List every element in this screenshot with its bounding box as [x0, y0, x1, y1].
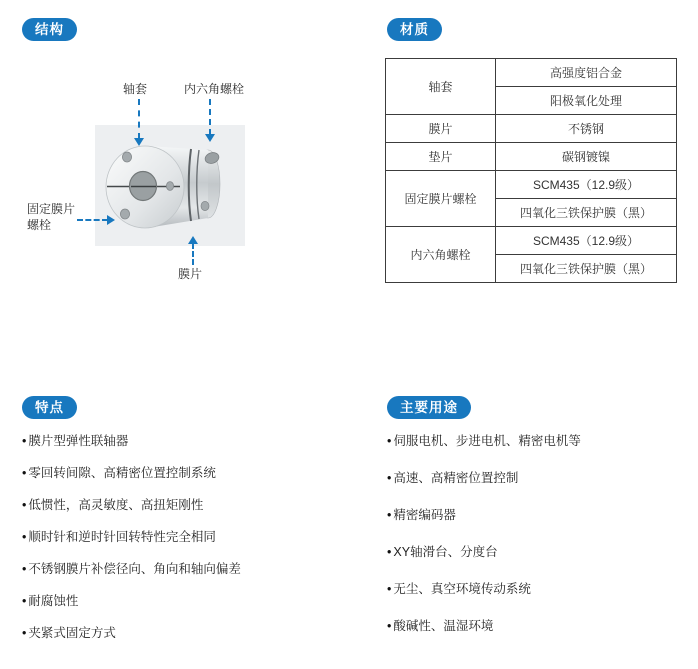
list-item: • XY轴滑台、分度台	[387, 544, 581, 560]
list-item: • 不锈钢膜片补偿径向、角向和轴向偏差	[22, 561, 241, 577]
arrow-up-icon	[188, 236, 198, 244]
pointer-line-diaphragm	[192, 243, 194, 265]
arrow-right-icon	[107, 215, 115, 225]
list-item: • 夹紧式固定方式	[22, 625, 241, 641]
label-hex-socket-bolt: 内六角螺栓	[184, 82, 245, 96]
structure-section-badge: 结构	[22, 18, 77, 41]
material-part-name: 垫片	[386, 143, 496, 171]
list-item: • 精密编码器	[387, 507, 581, 523]
features-list	[22, 433, 241, 657]
list-item: • 低惯性，高灵敏度、高扭矩刚性	[22, 497, 241, 513]
list-item: • 零回转间隙、高精密位置控制系统	[22, 465, 241, 481]
applications-section-badge: 主要用途	[387, 396, 471, 419]
coupling-illustration	[95, 125, 245, 246]
material-value: 高强度铝合金	[496, 59, 677, 87]
label-diaphragm: 膜片	[178, 267, 203, 281]
features-section-badge: 特点	[22, 396, 77, 419]
arrow-down-icon	[134, 138, 144, 146]
material-value: 不锈钢	[496, 115, 677, 143]
list-item: • 伺服电机、步进电机、精密电机等	[387, 433, 581, 449]
list-item: • 耐腐蚀性	[22, 593, 241, 609]
table-row	[386, 171, 677, 199]
pointer-line-hex-bolt	[209, 99, 211, 135]
material-table	[385, 58, 677, 283]
table-row	[386, 59, 677, 87]
material-section-badge: 材质	[387, 18, 442, 41]
list-item: • 酸碱性、温湿环境	[387, 618, 581, 634]
applications-list	[387, 433, 581, 655]
pointer-line-hub	[138, 99, 140, 139]
label-shaft-hub: 轴套	[123, 82, 148, 96]
material-part-name: 内六角螺栓	[386, 227, 496, 283]
material-part-name: 膜片	[386, 115, 496, 143]
material-part-name: 轴套	[386, 59, 496, 115]
material-value: SCM435（12.9级）	[496, 227, 677, 255]
coupling-photo	[95, 125, 245, 246]
material-value: 阳极氧化处理	[496, 87, 677, 115]
material-part-name: 固定膜片螺栓	[386, 171, 496, 227]
list-item: • 顺时针和逆时针回转特性完全相同	[22, 529, 241, 545]
material-value: 碳钢镀镍	[496, 143, 677, 171]
material-value: 四氧化三铁保护膜（黑）	[496, 255, 677, 283]
pointer-line-fix-bolt	[77, 219, 108, 221]
table-row	[386, 115, 677, 143]
table-row	[386, 227, 677, 255]
list-item: • 无尘、真空环境传动系统	[387, 581, 581, 597]
list-item: • 高速、高精密位置控制	[387, 470, 581, 486]
list-item: • 膜片型弹性联轴器	[22, 433, 241, 449]
arrow-down-icon	[205, 134, 215, 142]
material-value: 四氧化三铁保护膜（黑）	[496, 199, 677, 227]
material-value: SCM435（12.9级）	[496, 171, 677, 199]
label-fixing-diaphragm-bolt: 固定膜片 螺栓	[27, 202, 76, 232]
table-row	[386, 143, 677, 171]
